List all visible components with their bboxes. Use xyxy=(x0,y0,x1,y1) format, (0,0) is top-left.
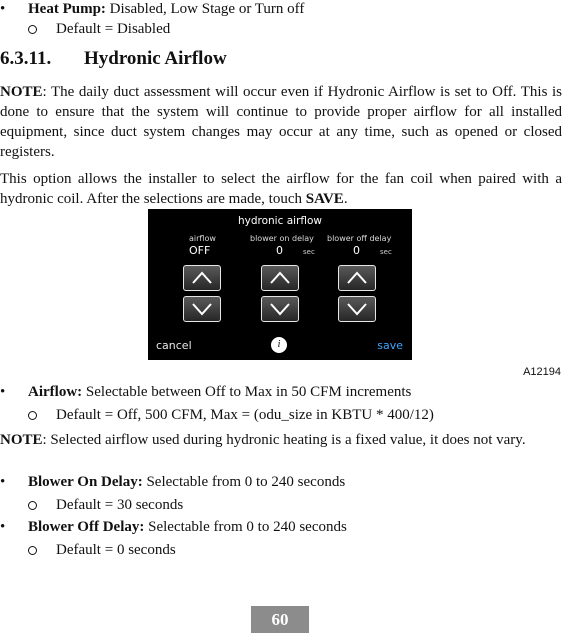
cancel-button: cancel xyxy=(156,339,192,352)
thermostat-screen-image xyxy=(148,209,412,360)
info-icon: i xyxy=(271,337,287,353)
chevron-up-icon xyxy=(184,266,220,290)
bullet-text-heat-pump: Disabled, Low Stage or Turn off xyxy=(105,1,305,17)
bullet-label-airflow: Airflow: xyxy=(28,384,83,400)
blower-off-delay-unit: sec xyxy=(380,248,392,256)
page-number: 60 xyxy=(251,606,309,633)
airflow-up-button xyxy=(183,265,221,291)
airflow-down-button xyxy=(183,296,221,322)
bullet-label-blower-on-delay: Blower On Delay: xyxy=(28,474,143,490)
blower-on-delay-value: 0 xyxy=(276,244,283,257)
blower-off-delay-up-button xyxy=(338,265,376,291)
circle-bullet-icon xyxy=(28,411,37,420)
blower-off-delay-column xyxy=(327,234,397,257)
circle-bullet-icon xyxy=(28,501,37,510)
bullet-text-blower-off-delay: Selectable from 0 to 240 seconds xyxy=(144,519,347,535)
description-text: This option allows the installer to select the airflow for the fan coil when paired with a hydronic coil. After the selections are made, touch xyxy=(0,171,562,207)
bullet-dot: • xyxy=(0,474,6,490)
description-paragraph: This option allows the installer to select the airflow for the fan coil when paired with a hydronic coil. After the selections are made, touch SAVE. xyxy=(0,171,562,207)
chevron-up-icon xyxy=(339,266,375,290)
bullet-text-airflow: Selectable between Off to Max in 50 CFM increments xyxy=(82,384,412,400)
chevron-down-icon xyxy=(339,297,375,321)
circle-bullet-icon xyxy=(28,25,37,34)
blower-off-delay-value: 0 xyxy=(353,244,360,257)
note-label: NOTE xyxy=(0,84,43,100)
bullet-text-blower-on-delay: Selectable from 0 to 240 seconds xyxy=(142,474,346,490)
save-word: SAVE xyxy=(305,191,344,207)
airflow-value: OFF xyxy=(189,244,211,257)
bullet-label-heat-pump: Heat Pump: xyxy=(28,1,106,17)
chevron-down-icon xyxy=(184,297,220,321)
blower-on-delay-column xyxy=(250,234,320,257)
blower-off-delay-down-button xyxy=(338,296,376,322)
manual-page: • Heat Pump: Disabled, Low Stage or Turn off Default = Disabled 6.3.11. Hydronic Airflow NOTE: The daily duct assessment will occur even if Hydronic Airflow is set to Off. This is done to ensure that the system will continue to provide proper airflow for all installed equipment, since duct system changes may occur at any time, such as opened or closed registers. This option allows the installer to select the airflow for the fan coil when paired with a hydronic coil. After the selections are made, touch SAVE. hydronic airflow airflow OFF blower on delay 0 sec blower off delay 0 sec cancel i save A12194 • Airflow: Selectable between Off to Max in 50 CFM increments Default = Off, 500 CFM, Max = (odu_size in KBTU * 400/12) NOTE: Selected airflow used during hydronic heating is a fixed value, it does not vary. • Blower On Delay: Selectable from 0 to 240 seconds Default = 30 seconds • Blower Off Delay: Selectable from 0 to 240 seconds Default = 0 seconds 60 xyxy=(0,0,562,635)
airflow-column xyxy=(189,234,259,257)
blower-off-delay-label: blower off delay xyxy=(327,234,392,243)
blower-on-delay-unit: sec xyxy=(303,248,315,256)
blower-on-delay-down-button xyxy=(261,296,299,322)
chevron-up-icon xyxy=(262,266,298,290)
note-paragraph-2 xyxy=(0,430,562,450)
note-paragraph-1 xyxy=(0,82,562,162)
bullet-dot: • xyxy=(0,519,6,535)
figure-code: A12194 xyxy=(523,366,561,378)
bullet-dot: • xyxy=(0,1,6,17)
airflow-label: airflow xyxy=(189,234,216,243)
section-title: Hydronic Airflow xyxy=(84,48,227,69)
bullet-dot: • xyxy=(0,384,6,400)
save-button: save xyxy=(377,339,403,352)
bullet-label-blower-off-delay: Blower Off Delay: xyxy=(28,519,145,535)
note-label: NOTE xyxy=(0,432,43,448)
screen-title: hydronic airflow xyxy=(237,215,323,227)
section-number: 6.3.11. xyxy=(0,48,52,69)
circle-bullet-icon xyxy=(28,546,37,555)
blower-on-delay-label: blower on delay xyxy=(250,234,314,243)
chevron-down-icon xyxy=(262,297,298,321)
note-text: : Selected airflow used during hydronic heating is a fixed value, it does not vary. xyxy=(42,432,526,448)
blower-on-delay-up-button xyxy=(261,265,299,291)
note-text: : The daily duct assessment will occur even if Hydronic Airflow is set to Off. This is done to ensure that the system will continue to provide proper airflow for all installed equipment, since duct system changes may occur at any time, such as opened or closed registers. xyxy=(0,84,562,160)
